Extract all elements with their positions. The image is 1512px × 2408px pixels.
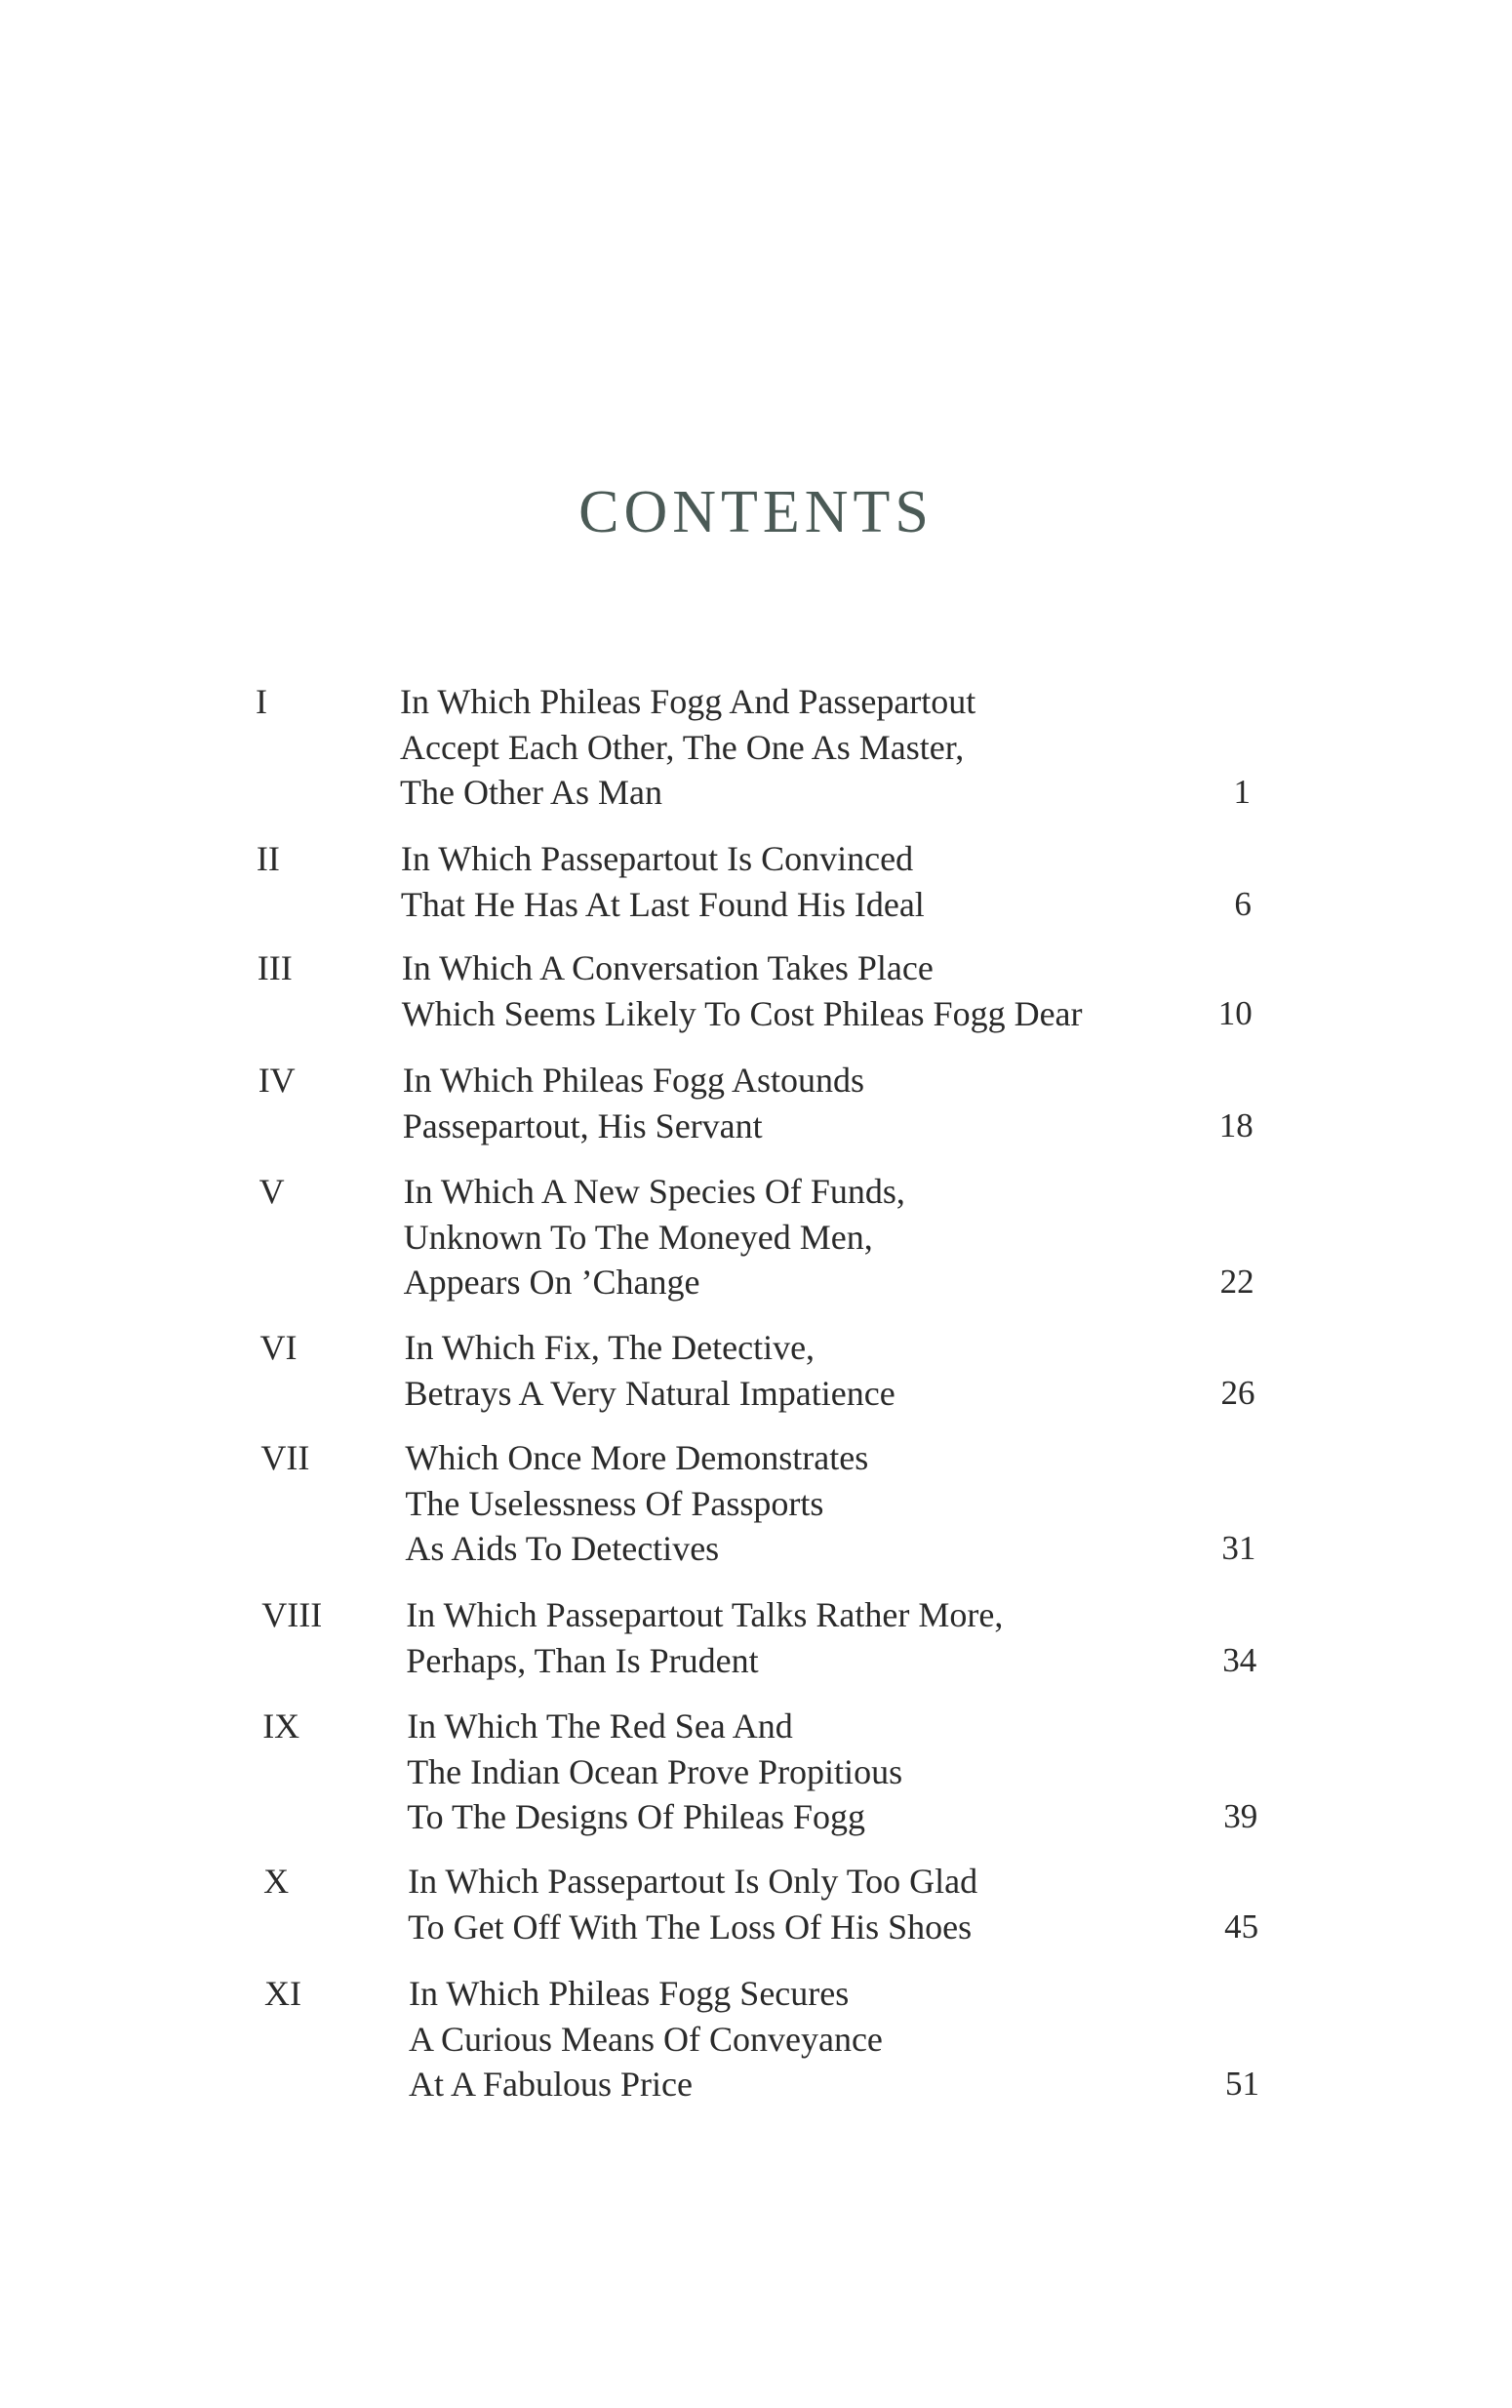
toc-entry: [5, 1325, 1512, 1416]
page-number: 45: [1224, 1906, 1259, 1946]
toc-entry: [2, 945, 1512, 1036]
chapter-title-line: In Which Phileas Fogg And Passepartout: [400, 682, 976, 721]
chapter-title-line: In Which A Conversation Takes Place: [401, 948, 934, 987]
chapter-number: I: [256, 682, 267, 721]
page-number: 34: [1222, 1640, 1257, 1679]
chapter-title-line: To The Designs Of Phileas Fogg: [407, 1797, 865, 1836]
page-number: 26: [1220, 1373, 1255, 1412]
chapter-title-line: Accept Each Other, The One As Master,: [400, 727, 965, 767]
toc-entry: [3, 1058, 1512, 1148]
page-number: 51: [1225, 2065, 1259, 2103]
chapter-title-line: Appears On ’Change: [403, 1263, 700, 1302]
chapter-title: [409, 1971, 883, 2107]
page-title: CONTENTS: [578, 479, 934, 545]
chapter-number: V: [259, 1172, 285, 1211]
chapter-title: [405, 1435, 868, 1572]
chapter-number: IX: [262, 1706, 300, 1746]
page-number: 31: [1221, 1529, 1256, 1567]
toc-entry: [9, 1971, 1512, 2107]
toc-entry: [8, 1859, 1512, 1949]
chapter-title-line: In Which Passepartout Is Convinced: [400, 839, 914, 878]
chapter-title-line: In Which Phileas Fogg Astounds: [402, 1061, 865, 1100]
chapter-title-line: At A Fabulous Price: [409, 2065, 694, 2104]
toc-entry: [6, 1592, 1512, 1683]
chapter-title-line: That He Has At Last Found His Ideal: [400, 884, 925, 924]
chapter-title-line: The Indian Ocean Prove Propitious: [407, 1751, 903, 1791]
chapter-title: [403, 1058, 864, 1148]
chapter-title: [401, 836, 925, 927]
chapter-title-line: In Which Fix, The Detective,: [404, 1328, 816, 1367]
page-number: 18: [1218, 1105, 1253, 1144]
page-number: 10: [1217, 993, 1253, 1032]
chapter-title-line: The Uselessness Of Passports: [405, 1483, 824, 1523]
toc-entry: [0, 679, 1512, 816]
page-number: 39: [1223, 1797, 1258, 1835]
chapter-title-line: In Which A New Species Of Funds,: [403, 1172, 905, 1211]
chapter-title: [404, 1169, 905, 1305]
chapter-title-line: Unknown To The Moneyed Men,: [403, 1217, 873, 1257]
chapter-number: VII: [260, 1438, 310, 1477]
toc-entry: [1, 836, 1512, 927]
chapter-number: IV: [258, 1061, 296, 1100]
chapter-title-line: Which Seems Likely To Cost Phileas Fogg Dear: [401, 993, 1083, 1033]
page-number: 22: [1219, 1263, 1254, 1301]
chapter-title: [407, 1704, 902, 1840]
chapter-title-line: The Other As Man: [400, 773, 662, 812]
toc-entry: [7, 1704, 1512, 1840]
chapter-title: [408, 1859, 977, 1949]
chapter-number: VI: [259, 1328, 298, 1367]
chapter-title-line: Which Once More Demonstrates: [405, 1438, 869, 1477]
chapter-title-line: Perhaps, Than Is Prudent: [406, 1640, 759, 1680]
chapter-number: III: [257, 948, 293, 987]
chapter-title-line: Betrays A Very Natural Impatience: [404, 1373, 895, 1413]
chapter-title: [400, 679, 975, 816]
chapter-title-line: In Which The Red Sea And: [407, 1706, 793, 1746]
page-number: 6: [1234, 884, 1252, 923]
chapter-title: [406, 1592, 1003, 1683]
chapter-number: II: [256, 839, 280, 878]
chapter-title-line: In Which Passepartout Talks Rather More,: [406, 1595, 1004, 1634]
chapter-title: [402, 945, 1083, 1036]
chapter-title-line: Passepartout, His Servant: [402, 1105, 763, 1145]
chapter-number: XI: [264, 1974, 301, 2013]
chapter-title: [405, 1325, 895, 1416]
chapter-number: VIII: [261, 1595, 323, 1634]
toc-entry: [5, 1435, 1512, 1572]
chapter-number: X: [263, 1862, 290, 1901]
chapter-title-line: In Which Phileas Fogg Secures: [409, 1974, 850, 2013]
page-number: 1: [1233, 773, 1251, 811]
toc-entry: [4, 1169, 1512, 1305]
chapter-title-line: To Get Off With The Loss Of His Shoes: [408, 1906, 973, 1946]
chapter-title-line: As Aids To Detectives: [405, 1529, 720, 1568]
chapter-title-line: A Curious Means Of Conveyance: [409, 2019, 883, 2059]
chapter-title-line: In Which Passepartout Is Only Too Glad: [408, 1862, 978, 1901]
